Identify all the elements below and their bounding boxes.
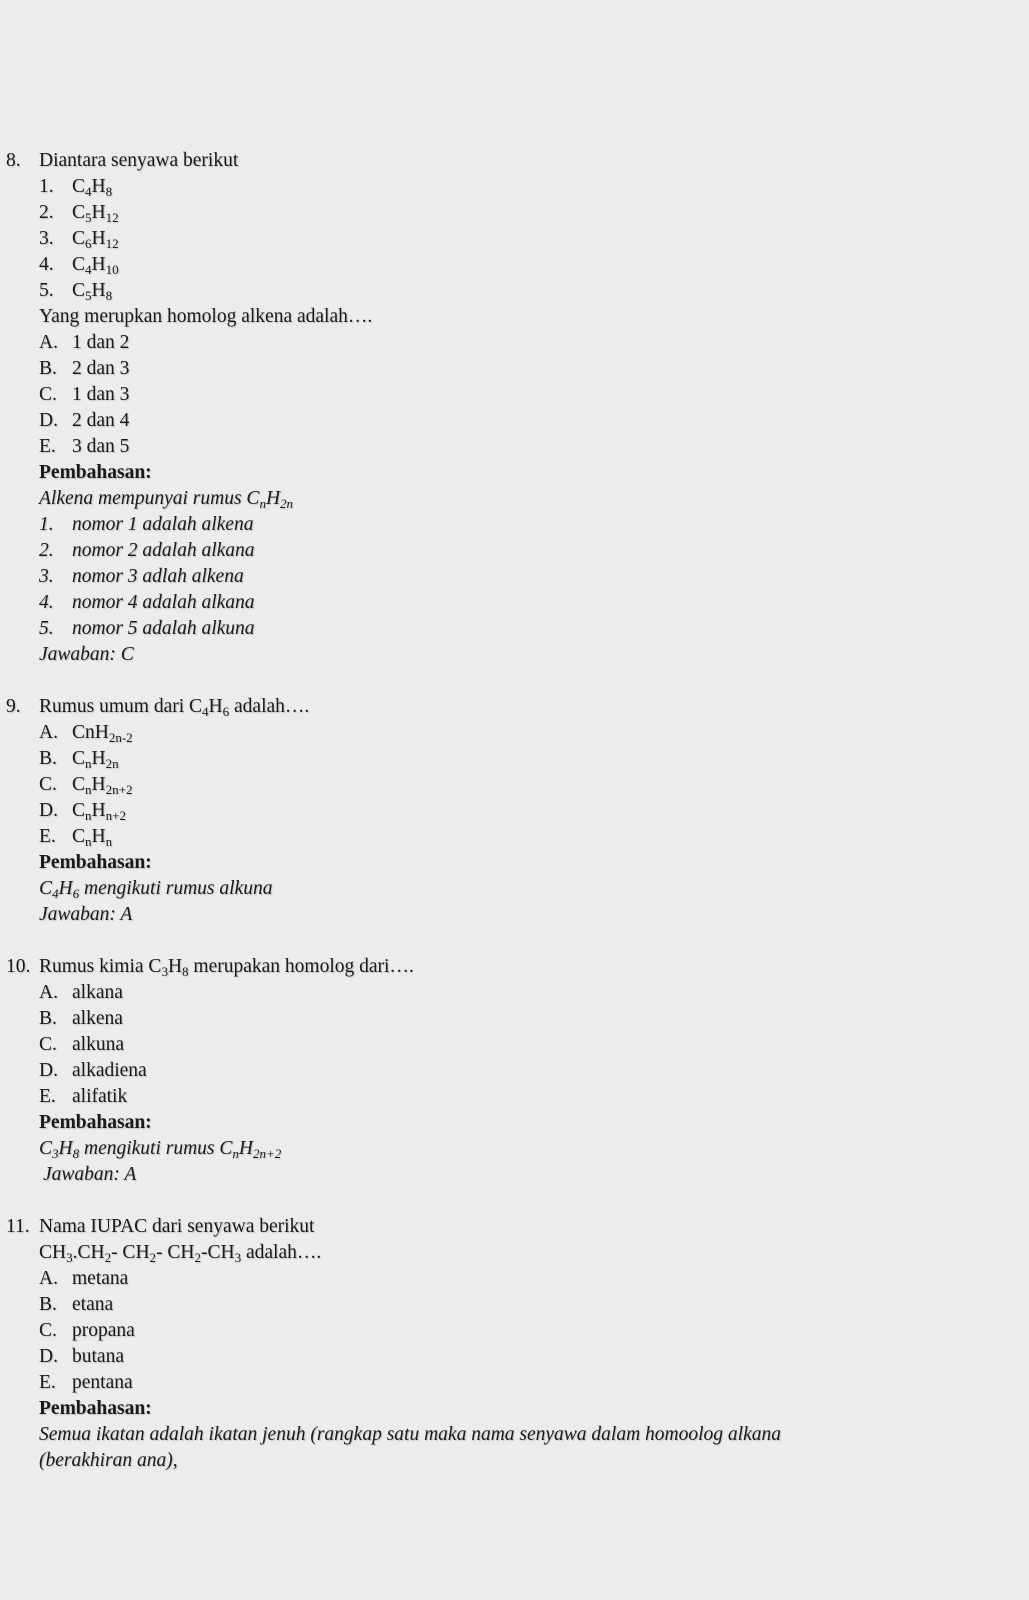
option-text: alkuna bbox=[72, 1034, 124, 1055]
subscript: 2n bbox=[105, 756, 119, 771]
option-letter: C. bbox=[39, 1034, 57, 1055]
option-text: alifatik bbox=[72, 1086, 128, 1107]
answer-option bbox=[39, 356, 129, 382]
note-number: 4. bbox=[39, 592, 54, 613]
option-letter: C. bbox=[39, 1320, 57, 1341]
explanation-text: Semua ikatan adalah ikatan jenuh (rangkap satu maka nama senyawa dalam homoolog alkana bbox=[39, 1424, 781, 1445]
option-letter: A. bbox=[39, 1268, 58, 1289]
formula-part: H bbox=[91, 280, 106, 301]
compound-item bbox=[39, 174, 112, 200]
explanation-text bbox=[39, 876, 272, 902]
explanation-text bbox=[39, 486, 293, 512]
answer-key: Jawaban: A bbox=[39, 904, 133, 925]
answer-option bbox=[39, 1006, 123, 1032]
chemical-formula bbox=[39, 1240, 321, 1266]
subscript: 3 bbox=[52, 1146, 59, 1161]
subscript: 8 bbox=[182, 964, 189, 979]
formula-part: C bbox=[72, 280, 86, 301]
option-letter: B. bbox=[39, 358, 57, 379]
formula-part: H bbox=[91, 774, 106, 795]
question-8-stem bbox=[6, 148, 238, 174]
question-text: Rumus umum dari C bbox=[39, 696, 203, 717]
option-letter: E. bbox=[39, 436, 56, 457]
pembahasan-heading: Pembahasan: bbox=[39, 462, 152, 483]
option-text: propana bbox=[72, 1320, 135, 1341]
question-11-stem bbox=[6, 1214, 314, 1240]
subscript: n bbox=[85, 808, 92, 823]
formula-part: H bbox=[91, 228, 106, 249]
subscript: 4 bbox=[85, 184, 92, 199]
pembahasan-heading: Pembahasan: bbox=[39, 852, 152, 873]
formula-part: CH bbox=[39, 1242, 67, 1263]
option-letter: E. bbox=[39, 1086, 56, 1107]
answer-option bbox=[39, 746, 119, 772]
subscript: n bbox=[232, 1146, 239, 1161]
option-letter: B. bbox=[39, 1008, 57, 1029]
answer-option bbox=[39, 1058, 147, 1084]
note-text: nomor 2 adalah alkana bbox=[72, 540, 255, 561]
answer-option bbox=[39, 1370, 133, 1396]
answer-option bbox=[39, 1084, 127, 1110]
compound-item bbox=[39, 200, 119, 226]
subscript: 8 bbox=[72, 1146, 80, 1161]
option-letter: D. bbox=[39, 1346, 58, 1367]
subscript: 3 bbox=[161, 964, 168, 979]
explanation-note bbox=[39, 564, 244, 590]
answer-option bbox=[39, 772, 132, 798]
question-text: Nama IUPAC dari senyawa berikut bbox=[39, 1216, 315, 1237]
note-number: 2. bbox=[39, 540, 54, 561]
subscript: 2n+2 bbox=[253, 1146, 282, 1161]
question-9-stem bbox=[6, 694, 309, 720]
question-number: 8. bbox=[6, 150, 21, 171]
formula-part: C bbox=[72, 800, 86, 821]
subscript: 8 bbox=[105, 184, 113, 199]
answer-option bbox=[39, 408, 129, 434]
option-text: 1 dan 3 bbox=[72, 384, 130, 405]
formula-part: C bbox=[72, 228, 86, 249]
question-text: H bbox=[167, 956, 183, 977]
question-number: 10. bbox=[6, 956, 31, 977]
explanation-part: C bbox=[39, 1138, 53, 1159]
subscript: 2 bbox=[149, 1250, 157, 1265]
question-text: merupakan homolog dari…. bbox=[188, 956, 414, 977]
subscript: 3 bbox=[66, 1250, 73, 1265]
answer-option bbox=[39, 330, 129, 356]
explanation-part: C bbox=[39, 878, 53, 899]
item-number: 4. bbox=[39, 254, 54, 275]
explanation-part: mengikuti rumus C bbox=[79, 1138, 233, 1159]
note-number: 3. bbox=[39, 566, 54, 587]
subscript: 5 bbox=[85, 210, 92, 225]
option-letter: D. bbox=[39, 800, 58, 821]
explanation-part: Alkena mempunyai rumus C bbox=[39, 488, 260, 509]
note-text: nomor 3 adlah alkena bbox=[72, 566, 244, 587]
item-number: 5. bbox=[39, 280, 54, 301]
subscript: 5 bbox=[85, 288, 92, 303]
answer-option bbox=[39, 1344, 124, 1370]
compound-item bbox=[39, 226, 119, 252]
compound-item bbox=[39, 278, 112, 304]
subscript: n bbox=[259, 496, 266, 511]
subscript: 6 bbox=[72, 886, 80, 901]
formula-part: H bbox=[91, 748, 106, 769]
explanation-part: H bbox=[238, 1138, 253, 1159]
question-10-stem bbox=[6, 954, 414, 980]
formula-part: adalah…. bbox=[241, 1242, 322, 1263]
option-letter: C. bbox=[39, 384, 57, 405]
answer-option bbox=[39, 1318, 135, 1344]
option-text: alkena bbox=[72, 1008, 123, 1029]
question-8-prompt: Yang merupkan homolog alkena adalah…. bbox=[39, 306, 373, 327]
option-letter: A. bbox=[39, 982, 58, 1003]
formula-part: C bbox=[72, 774, 86, 795]
formula-part: C bbox=[72, 254, 86, 275]
question-number: 11. bbox=[6, 1216, 30, 1237]
explanation-text: (berakhiran ana), bbox=[39, 1450, 178, 1471]
answer-option bbox=[39, 382, 129, 408]
option-text: pentana bbox=[72, 1372, 133, 1393]
subscript: 2n-2 bbox=[108, 730, 133, 745]
subscript: n bbox=[85, 782, 92, 797]
subscript: n bbox=[85, 834, 92, 849]
subscript: 2n+2 bbox=[105, 782, 133, 797]
formula-part: - CH bbox=[111, 1242, 150, 1263]
note-text: nomor 1 adalah alkena bbox=[72, 514, 254, 535]
formula-part: H bbox=[91, 800, 106, 821]
formula-part: - CH bbox=[156, 1242, 195, 1263]
subscript: 2 bbox=[104, 1250, 112, 1265]
option-letter: E. bbox=[39, 826, 56, 847]
formula-part: C bbox=[72, 176, 86, 197]
explanation-part: H bbox=[58, 878, 73, 899]
subscript: 8 bbox=[105, 288, 113, 303]
note-text: nomor 5 adalah alkuna bbox=[72, 618, 255, 639]
formula-part: H bbox=[91, 202, 106, 223]
item-number: 1. bbox=[39, 176, 54, 197]
explanation-part: H bbox=[58, 1138, 73, 1159]
formula-part: C bbox=[72, 826, 86, 847]
item-number: 3. bbox=[39, 228, 54, 249]
answer-key: Jawaban: A bbox=[43, 1164, 137, 1185]
pembahasan-heading: Pembahasan: bbox=[39, 1398, 152, 1419]
question-text: adalah…. bbox=[229, 696, 310, 717]
option-letter: C. bbox=[39, 774, 57, 795]
answer-option bbox=[39, 434, 129, 460]
question-text: Rumus kimia C bbox=[39, 956, 162, 977]
pembahasan-heading: Pembahasan: bbox=[39, 1112, 152, 1133]
option-letter: D. bbox=[39, 410, 58, 431]
formula-part: H bbox=[91, 254, 106, 275]
formula-part: CnH bbox=[72, 722, 109, 743]
answer-option bbox=[39, 1292, 113, 1318]
formula-part: .CH bbox=[72, 1242, 105, 1263]
answer-option bbox=[39, 720, 133, 746]
option-text: 2 dan 4 bbox=[72, 410, 130, 431]
note-text: nomor 4 adalah alkana bbox=[72, 592, 255, 613]
answer-option bbox=[39, 980, 123, 1006]
explanation-note bbox=[39, 512, 253, 538]
formula-part: C bbox=[72, 202, 86, 223]
note-number: 1. bbox=[39, 514, 54, 535]
subscript: 10 bbox=[105, 262, 119, 277]
formula-part: C bbox=[72, 748, 86, 769]
explanation-text bbox=[39, 1136, 281, 1162]
subscript: 12 bbox=[105, 236, 119, 251]
option-text: 2 dan 3 bbox=[72, 358, 130, 379]
option-letter: B. bbox=[39, 1294, 57, 1315]
option-text: etana bbox=[72, 1294, 114, 1315]
subscript: 3 bbox=[234, 1250, 242, 1265]
compound-item bbox=[39, 252, 119, 278]
explanation-note bbox=[39, 590, 255, 616]
option-letter: B. bbox=[39, 748, 57, 769]
explanation-note bbox=[39, 616, 255, 642]
item-number: 2. bbox=[39, 202, 54, 223]
subscript: 2 bbox=[194, 1250, 201, 1265]
question-number: 9. bbox=[6, 696, 21, 717]
subscript: 6 bbox=[222, 704, 230, 719]
subscript: n+2 bbox=[105, 808, 126, 823]
explanation-part: mengikuti rumus alkuna bbox=[79, 878, 273, 899]
subscript: 2n bbox=[280, 496, 294, 511]
subscript: n bbox=[105, 834, 113, 849]
option-text: 3 dan 5 bbox=[72, 436, 130, 457]
option-text: alkadiena bbox=[72, 1060, 147, 1081]
option-text: alkana bbox=[72, 982, 123, 1003]
option-text: metana bbox=[72, 1268, 129, 1289]
formula-part: -CH bbox=[201, 1242, 235, 1263]
subscript: 4 bbox=[202, 704, 209, 719]
answer-option bbox=[39, 824, 112, 850]
explanation-note bbox=[39, 538, 255, 564]
subscript: 4 bbox=[52, 886, 59, 901]
answer-option bbox=[39, 1266, 128, 1292]
option-letter: D. bbox=[39, 1060, 58, 1081]
subscript: n bbox=[85, 756, 92, 771]
subscript: 6 bbox=[85, 236, 92, 251]
option-text: butana bbox=[72, 1346, 124, 1367]
subscript: 4 bbox=[85, 262, 92, 277]
formula-part: H bbox=[91, 176, 106, 197]
question-text: H bbox=[208, 696, 223, 717]
note-number: 5. bbox=[39, 618, 54, 639]
option-letter: A. bbox=[39, 722, 58, 743]
option-letter: A. bbox=[39, 332, 58, 353]
question-text: Diantara senyawa berikut bbox=[39, 150, 239, 171]
explanation-part: H bbox=[265, 488, 281, 509]
option-text: 1 dan 2 bbox=[72, 332, 130, 353]
answer-option bbox=[39, 1032, 124, 1058]
option-letter: E. bbox=[39, 1372, 56, 1393]
formula-part: H bbox=[91, 826, 106, 847]
subscript: 12 bbox=[105, 210, 119, 225]
answer-option bbox=[39, 798, 126, 824]
answer-key: Jawaban: C bbox=[39, 644, 134, 665]
